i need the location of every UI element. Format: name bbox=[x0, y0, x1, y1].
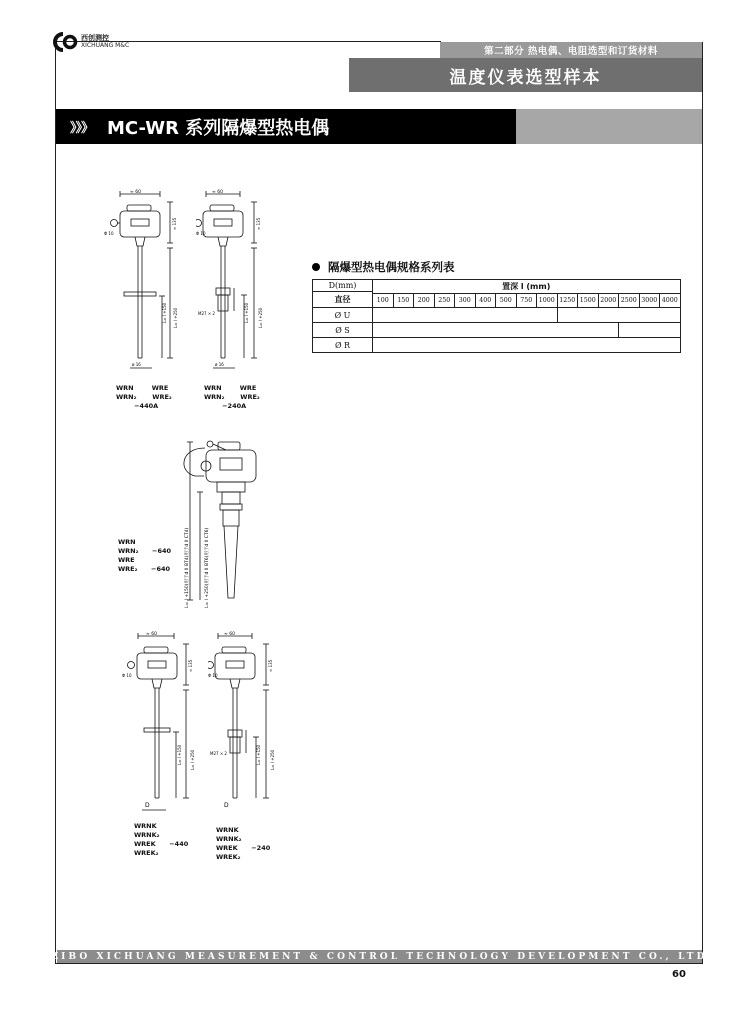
dim-side-b: L= l +250 bbox=[173, 307, 178, 328]
bullet-icon bbox=[312, 263, 320, 271]
series-title: MC-WR 系列隔爆型热电偶 bbox=[107, 117, 330, 139]
diagram-wrnk-440 bbox=[118, 630, 208, 820]
model-line: −240A bbox=[204, 402, 247, 410]
model-line: WRNK bbox=[134, 822, 157, 830]
depth-column-header: 2000 bbox=[598, 294, 619, 308]
dim-height: ≈ 135 bbox=[172, 217, 177, 230]
corner-label-top: D(mm) bbox=[313, 280, 372, 292]
logo-icon bbox=[52, 31, 78, 53]
model-line: WRNK₂ bbox=[216, 835, 242, 843]
corner-header bbox=[313, 280, 373, 308]
section-bar: 第二部分 热电偶、电阻选型和订货材料 bbox=[440, 42, 702, 58]
model-list bbox=[118, 538, 171, 574]
model-line: WRN bbox=[118, 538, 136, 546]
series-heading bbox=[56, 109, 516, 144]
model-line: WREK₂ bbox=[216, 853, 241, 861]
diagram-wrn-240a bbox=[196, 188, 286, 378]
dim-side-a: L= l +150(用于d II BT4(用于d II CT4) bbox=[185, 527, 190, 608]
depth-column-header: 3000 bbox=[639, 294, 660, 308]
spec-table-title-text: 隔爆型热电偶规格系列表 bbox=[328, 260, 455, 274]
dim-bottom: ø 16 bbox=[215, 362, 224, 367]
dim-side-a: L= l +150 bbox=[256, 744, 261, 765]
dim-bottom: D bbox=[145, 802, 150, 809]
model-list bbox=[134, 822, 188, 858]
depth-column-header: 1000 bbox=[537, 294, 558, 308]
depth-column-header: 100 bbox=[373, 294, 394, 308]
dim-thread: M27 × 2 bbox=[210, 751, 227, 756]
diagram-wrn-440a bbox=[100, 188, 190, 378]
model-list bbox=[216, 826, 270, 862]
row-label: Ø S bbox=[313, 323, 373, 338]
model-line: −440A bbox=[116, 402, 159, 410]
dim-lbl: Φ 10 bbox=[196, 231, 206, 236]
row-label: Ø R bbox=[313, 338, 373, 353]
dim-side-b: L= l +250 bbox=[270, 749, 275, 770]
model-line: WREK −440 bbox=[134, 840, 189, 848]
logo-text: 西创测控 bbox=[81, 34, 109, 42]
dim-top: ≈ 60 bbox=[130, 190, 141, 195]
model-line: WREK −240 bbox=[216, 844, 271, 852]
model-line: WRE₂ −640 bbox=[118, 565, 171, 573]
dim-side-a: L= l +150 bbox=[244, 302, 249, 323]
dim-top: ≈ 60 bbox=[146, 632, 157, 637]
dim-side-a: L= l +150 bbox=[177, 744, 182, 765]
dim-lbl: Φ 10 bbox=[208, 673, 218, 678]
depth-column-header: 400 bbox=[475, 294, 496, 308]
depth-header: 置深 l (mm) bbox=[373, 280, 681, 294]
coverage-range bbox=[373, 323, 619, 337]
coverage-range bbox=[373, 308, 558, 322]
dim-side-b: L= l +250 bbox=[258, 307, 263, 328]
depth-column-header: 1250 bbox=[557, 294, 578, 308]
company-logo bbox=[52, 31, 129, 53]
depth-column-header: 200 bbox=[414, 294, 435, 308]
dim-side-a: L= l +150 bbox=[162, 302, 167, 323]
depth-column-header: 4000 bbox=[660, 294, 681, 308]
page-number: 60 bbox=[672, 969, 686, 980]
coverage-cell bbox=[373, 323, 681, 338]
dim-top: ≈ 60 bbox=[224, 632, 235, 637]
table-row bbox=[313, 338, 681, 353]
model-line: WREK₂ bbox=[134, 849, 159, 857]
model-line: WRNK₂ bbox=[134, 831, 160, 839]
depth-column-header: 2500 bbox=[619, 294, 640, 308]
dim-bottom: ø 16 bbox=[132, 362, 141, 367]
depth-column-header: 1500 bbox=[578, 294, 599, 308]
model-line: WRN WRE bbox=[204, 384, 257, 392]
dim-side-b: L= l +250 bbox=[190, 749, 195, 770]
coverage-range bbox=[373, 338, 680, 352]
dim-top: ≈ 60 bbox=[212, 190, 223, 195]
dim-height: ≈ 135 bbox=[268, 659, 273, 672]
dim-side-b: L= l +250(用于d II BT6(用于d II CT6) bbox=[205, 527, 210, 608]
depth-column-header: 500 bbox=[496, 294, 517, 308]
model-list bbox=[204, 384, 260, 411]
spec-table-title bbox=[312, 259, 455, 275]
series-arrows: 》》》 bbox=[70, 121, 94, 136]
coverage-cell bbox=[373, 338, 681, 353]
dim-thread: M27 × 2 bbox=[198, 311, 215, 316]
table-row bbox=[313, 323, 681, 338]
coverage-cell bbox=[373, 308, 681, 323]
depth-column-header: 300 bbox=[455, 294, 476, 308]
company-footer: ZIBO XICHUANG MEASUREMENT & CONTROL TECHNOLOGY DEVELOPMENT CO., LTD bbox=[51, 951, 708, 962]
diagram-wrn-640 bbox=[170, 430, 280, 615]
model-line: WRNK bbox=[216, 826, 239, 834]
corner-label-bottom: 直径 bbox=[334, 295, 351, 304]
logo-subtext: XICHUANG M&C bbox=[81, 42, 130, 49]
model-line: WRN₂ WRE₂ bbox=[204, 393, 260, 401]
dim-height: ≈ 135 bbox=[188, 659, 193, 672]
model-line: WRN₂ WRE₂ bbox=[116, 393, 172, 401]
spec-table bbox=[312, 279, 681, 353]
model-list bbox=[116, 384, 172, 411]
dim-bottom: D bbox=[224, 802, 229, 809]
model-line: WRN₂ −640 bbox=[118, 547, 172, 555]
depth-column-header: 750 bbox=[516, 294, 537, 308]
diagram-wrnk-240 bbox=[208, 630, 298, 820]
model-line: WRN WRE bbox=[116, 384, 169, 392]
series-heading-fill bbox=[516, 109, 702, 144]
depth-column-header: 150 bbox=[393, 294, 414, 308]
dim-height: ≈ 135 bbox=[256, 217, 261, 230]
depth-column-header: 250 bbox=[434, 294, 455, 308]
row-label: Ø U bbox=[313, 308, 373, 323]
model-line: WRE bbox=[118, 556, 135, 564]
table-row bbox=[313, 308, 681, 323]
dim-lbl: Φ 10 bbox=[104, 231, 114, 236]
dim-lbl: Φ 10 bbox=[122, 673, 132, 678]
catalog-title: 温度仪表选型样本 bbox=[349, 58, 702, 92]
